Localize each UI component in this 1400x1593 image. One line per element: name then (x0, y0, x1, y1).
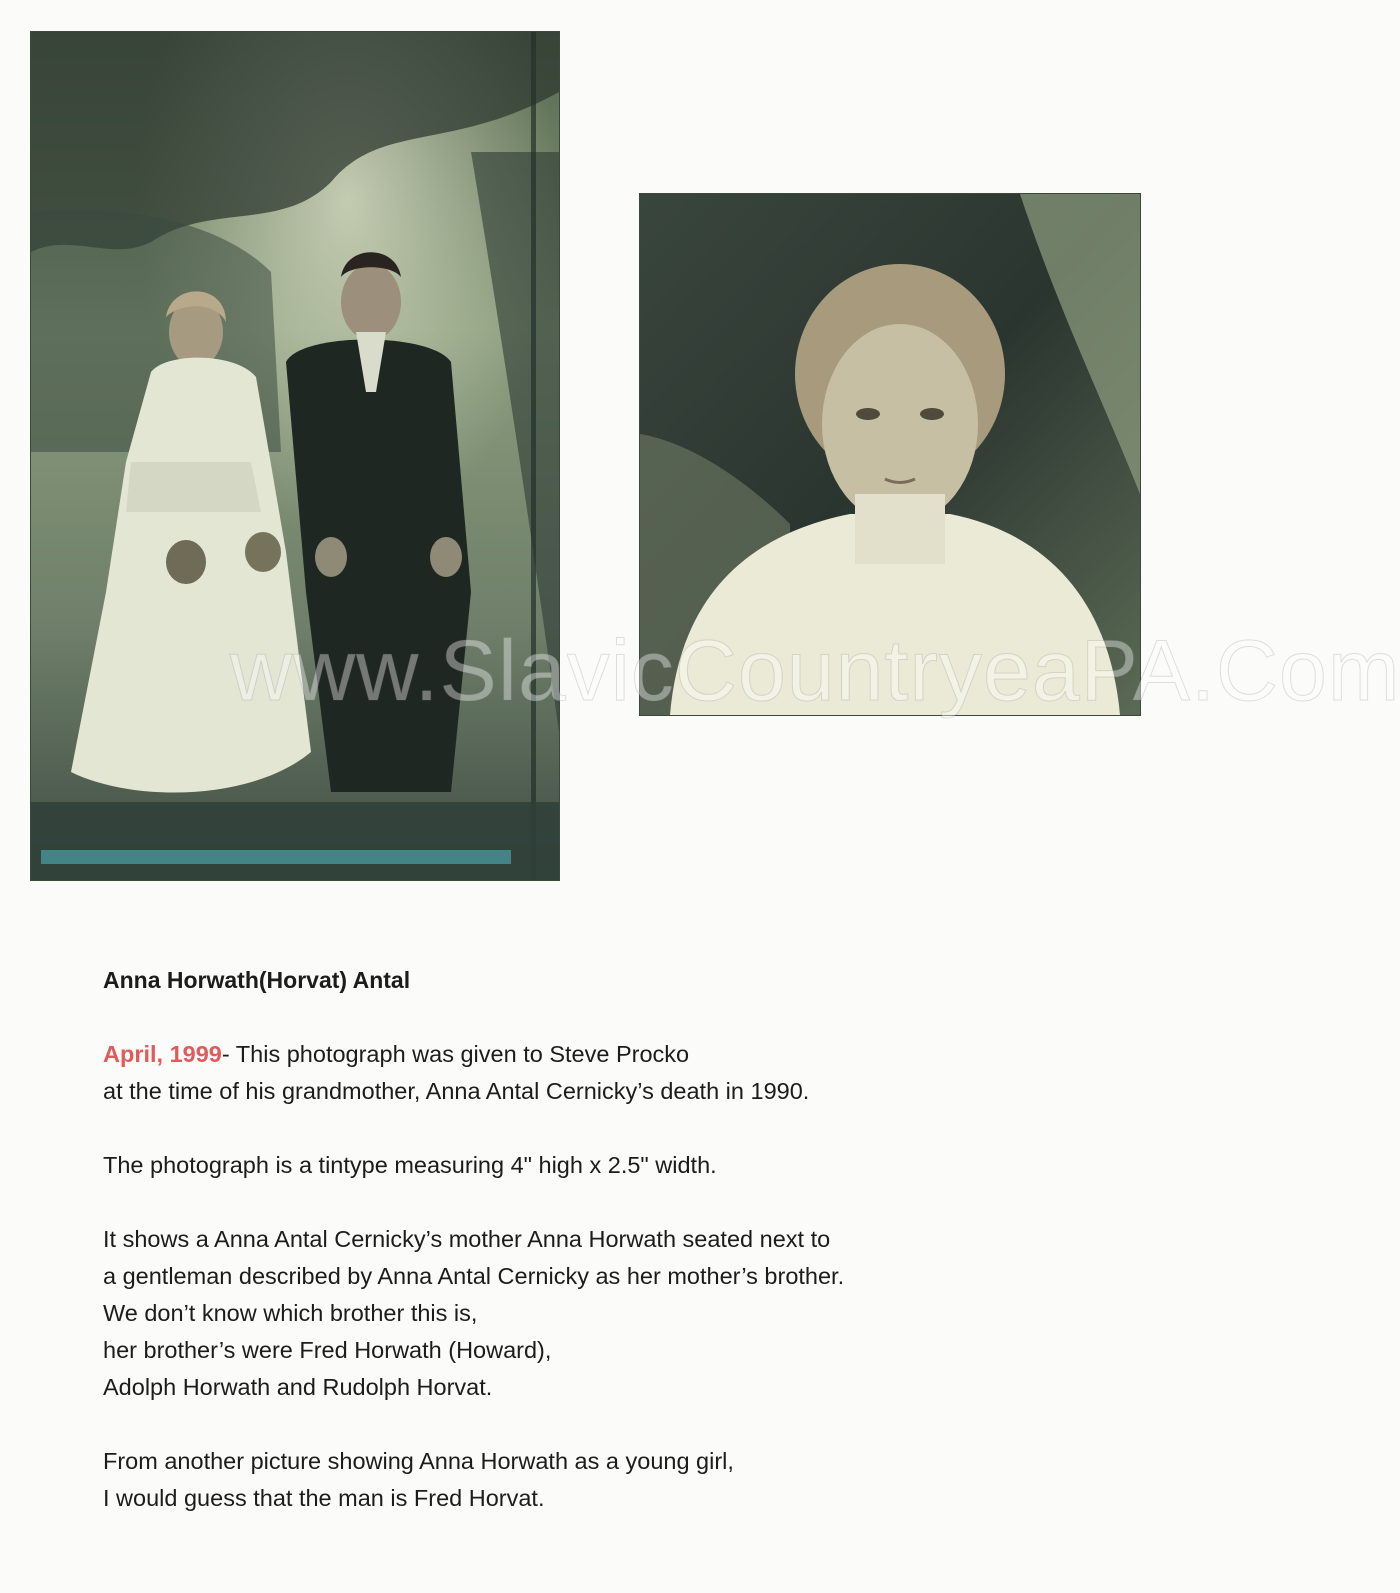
line-text: - This photograph was given to Steve Procko (221, 1041, 690, 1067)
paragraph-line (103, 1036, 1143, 1073)
paragraph-line: We don’t know which brother this is, (103, 1300, 478, 1326)
paragraph-description (103, 1147, 1143, 1184)
tintype-photo-couple (30, 31, 560, 881)
paragraph-line: at the time of his grandmother, Anna Antal Cernicky’s death in 1990. (103, 1078, 810, 1104)
paragraph-line: her brother’s were Fred Horwath (Howard), (103, 1337, 552, 1363)
portrait-photo-woman (639, 193, 1141, 716)
document-text (103, 962, 1143, 1554)
paragraph-provenance (103, 1036, 1143, 1110)
couple-photo-image (31, 32, 559, 880)
watermark-text: www.SlavicCountryeaPA.Com (230, 623, 1400, 719)
paragraph-line: The photograph is a tintype measuring 4" high x 2.5" width. (103, 1152, 717, 1178)
woman-portrait-image (640, 194, 1140, 715)
page-title: Anna Horwath(Horvat) Antal (103, 967, 411, 993)
paragraph-line: a gentleman described by Anna Antal Cernicky as her mother’s brother. (103, 1263, 845, 1289)
paragraph-guess (103, 1443, 1143, 1517)
paragraph-line: From another picture showing Anna Horwath as a young girl, (103, 1448, 734, 1474)
paragraph-subjects (103, 1221, 1143, 1406)
paragraph-line: It shows a Anna Antal Cernicky’s mother Anna Horwath seated next to (103, 1226, 831, 1252)
paragraph-line: I would guess that the man is Fred Horvat. (103, 1485, 545, 1511)
paragraph-line: Adolph Horwath and Rudolph Horvat. (103, 1374, 493, 1400)
date-highlight: April, 1999 (103, 1041, 222, 1067)
